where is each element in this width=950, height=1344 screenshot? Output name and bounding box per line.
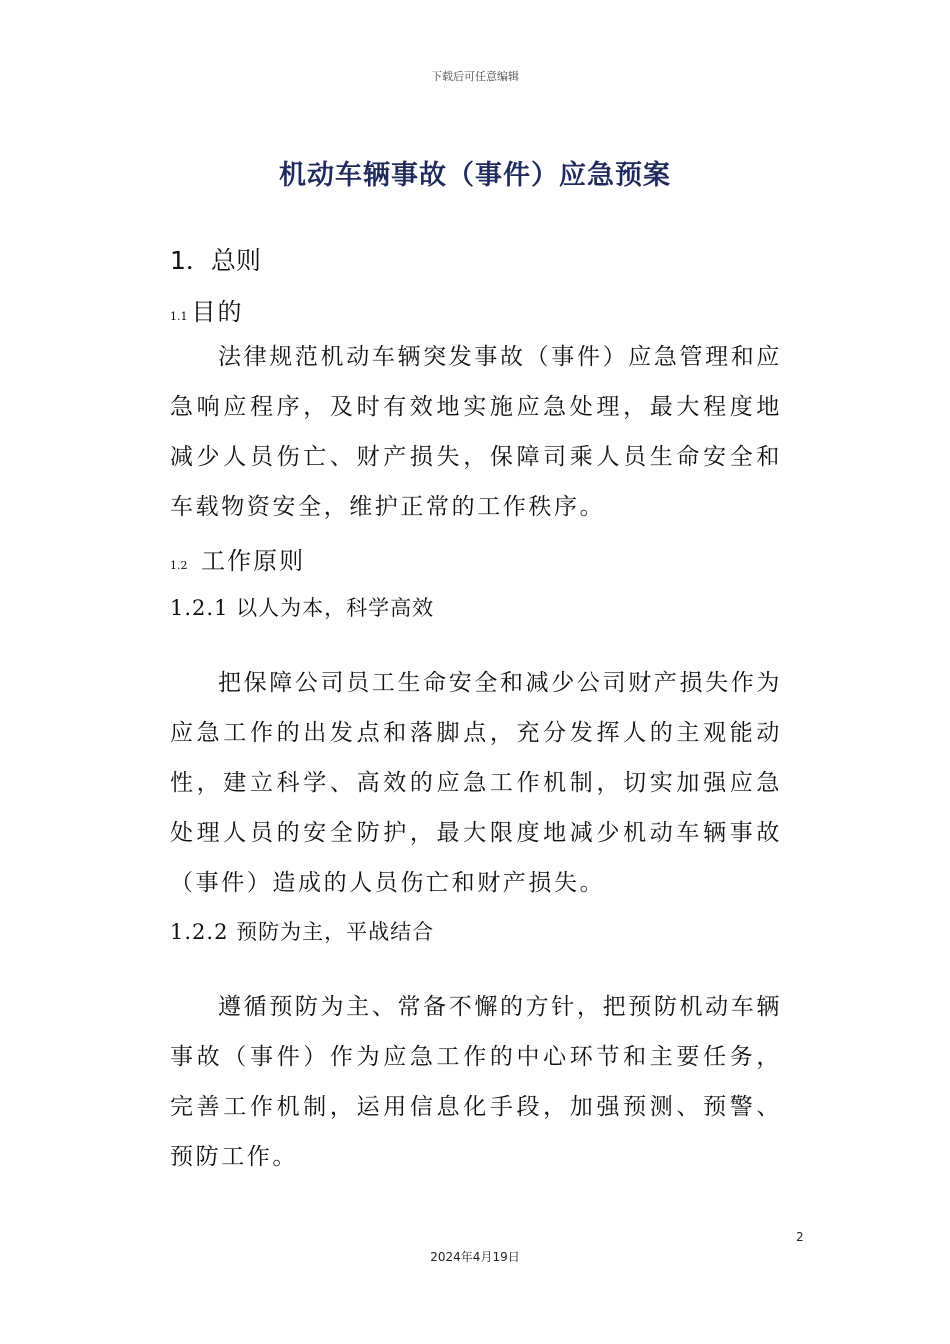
section-1-2-heading: [170, 541, 305, 576]
section-1-heading: 1．总则: [170, 246, 261, 275]
section-1-1-heading: [170, 292, 244, 327]
header-note: 下载后可任意编辑: [431, 70, 519, 83]
section-1-1-paragraph: 法律规范机动车辆突发事故（事件）应急管理和应急响应程序，及时有效地实施应急处理，最大程度地减少人员伤亡、财产损失，保障司乘人员生命安全和车载物资安全，维护正常的工作秩序。: [170, 344, 782, 520]
section-1-2-title: 工作原则: [201, 547, 306, 575]
document-title: 机动车辆事故（事件）应急预案: [279, 160, 671, 191]
footer-date: 2024年4月19日: [430, 1250, 520, 1264]
section-1-2-number: 1.2: [170, 559, 188, 572]
section-1-2-2-heading: 1.2.2 预防为主，平战结合: [170, 920, 435, 944]
page-number: 2: [796, 1230, 804, 1244]
section-1-1-number: 1.1: [170, 310, 188, 323]
section-1-1-title: 目的: [191, 298, 244, 326]
section-1-2-1-heading: 1.2.1 以人为本，科学高效: [170, 596, 435, 620]
section-1-2-1-paragraph: 把保障公司员工生命安全和减少公司财产损失作为应急工作的出发点和落脚点，充分发挥人的主观能动性，建立科学、高效的应急工作机制，切实加强应急处理人员的安全防护，最大限度地减少机动车辆事故（事件）造成的人员伤亡和财产损失。: [170, 670, 782, 896]
section-1-2-2-paragraph: 遵循预防为主、常备不懈的方针，把预防机动车辆事故（事件）作为应急工作的中心环节和主要任务，完善工作机制，运用信息化手段，加强预测、预警、预防工作。: [170, 994, 782, 1170]
